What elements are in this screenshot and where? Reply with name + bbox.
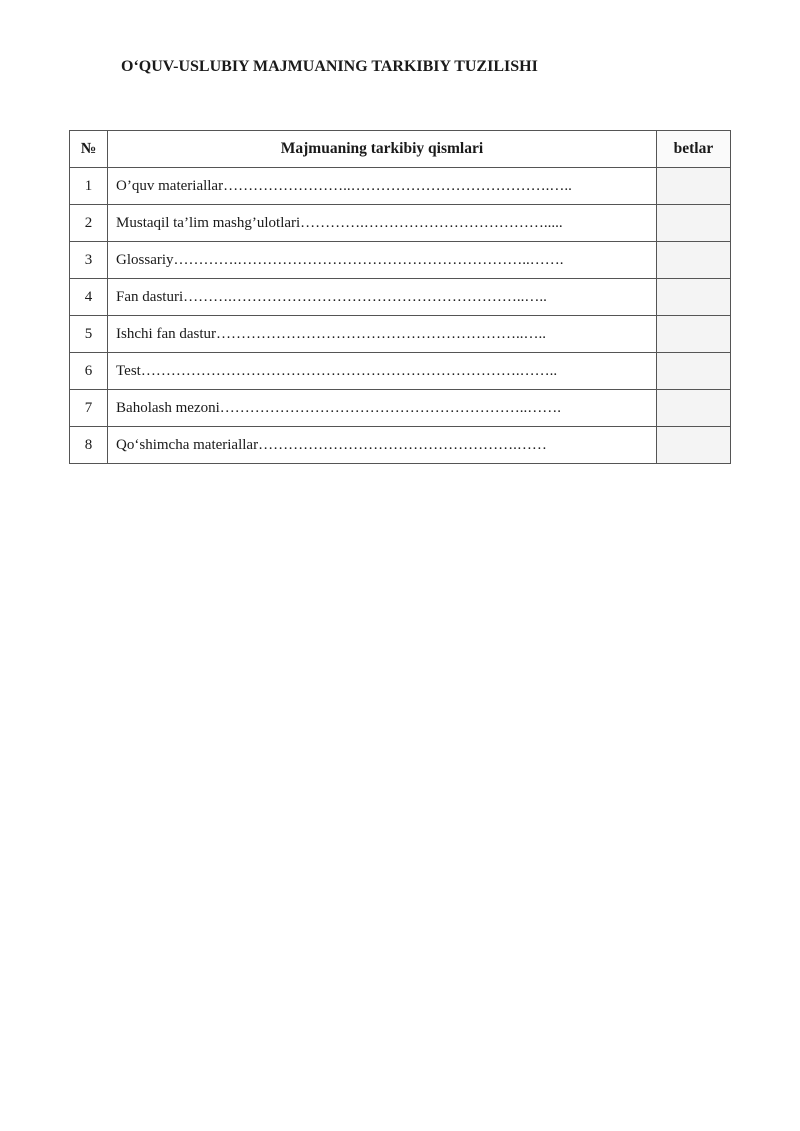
row-number: 5	[70, 316, 108, 353]
row-pages	[656, 390, 730, 427]
table-row	[70, 427, 731, 464]
row-number: 2	[70, 205, 108, 242]
header-part: Majmuaning tarkibiy qismlari	[108, 131, 657, 168]
table-row	[70, 279, 731, 316]
row-part: Baholash mezoni……………………………………………………..…….	[108, 390, 657, 427]
row-pages	[656, 353, 730, 390]
row-pages	[656, 168, 730, 205]
row-part: Qo‘shimcha materiallar…………………………………………….……	[108, 427, 657, 464]
table-row	[70, 390, 731, 427]
table-row	[70, 316, 731, 353]
document-title: O‘QUV-USLUBIY MAJMUANING TARKIBIY TUZILISHI	[121, 58, 538, 75]
row-number: 3	[70, 242, 108, 279]
contents-table	[69, 130, 731, 464]
row-number: 8	[70, 427, 108, 464]
table-row	[70, 205, 731, 242]
row-number: 4	[70, 279, 108, 316]
row-pages	[656, 316, 730, 353]
table-row	[70, 242, 731, 279]
row-number: 7	[70, 390, 108, 427]
table-row	[70, 353, 731, 390]
row-part: Mustaqil ta’lim mashg’ulotlari………….……………………………….....	[108, 205, 657, 242]
row-part: Glossariy………….…………………………………………………..…….	[108, 242, 657, 279]
row-number: 1	[70, 168, 108, 205]
row-part: Test………………………………………………………………….……..	[108, 353, 657, 390]
row-pages	[656, 242, 730, 279]
header-pages: betlar	[656, 131, 730, 168]
row-number: 6	[70, 353, 108, 390]
row-pages	[656, 205, 730, 242]
table-header-row	[70, 131, 731, 168]
row-part: O’quv materiallar……………………..………………………………….…..	[108, 168, 657, 205]
header-number: №	[70, 131, 108, 168]
table-row	[70, 168, 731, 205]
row-part: Fan dasturi……….…………………………………………………..…..	[108, 279, 657, 316]
row-pages	[656, 279, 730, 316]
row-pages	[656, 427, 730, 464]
row-part: Ishchi fan dastur……………………………………………………..…..	[108, 316, 657, 353]
